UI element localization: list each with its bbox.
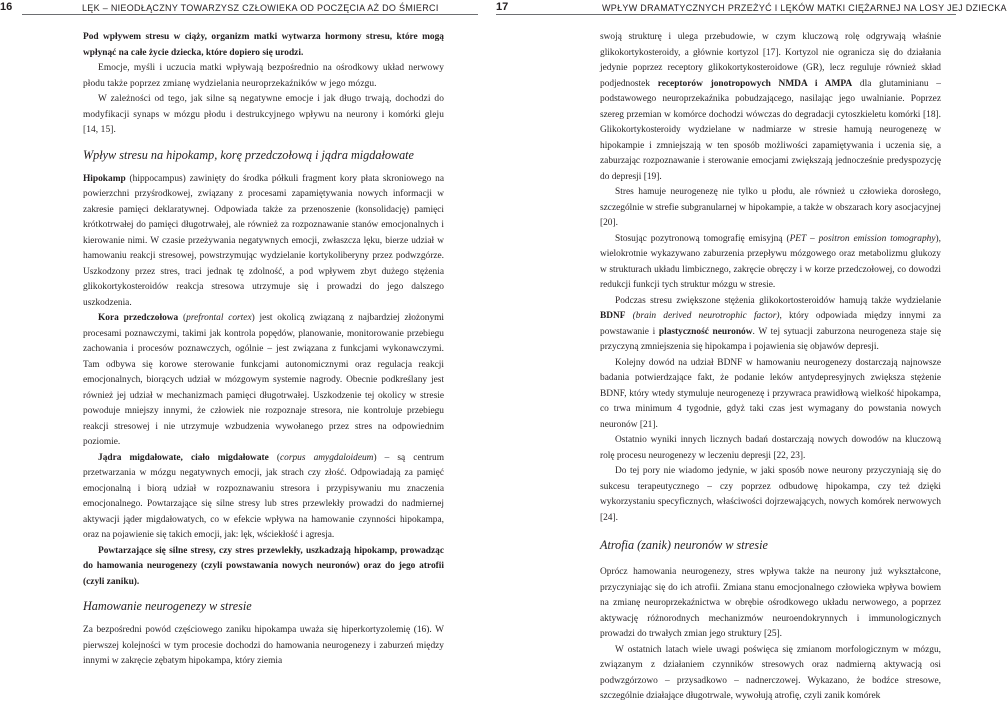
running-head-right: WPŁYW DRAMATYCZNYCH PRZEŻYĆ I LĘKÓW MATKI CIĘŻARNEJ NA LOSY JEJ DZIECKA [602,3,1007,13]
abstract-paragraph-2: W zależności od tego, jak silne są negatywne emocje i jak długo trwają, dochodzi do modyfikacji synaps w mózgu płodu i destrukcyjnego wpływu na neurony i komórki gleju [14, 15]. [83,94,444,135]
bdnf-text-c: . W tej sytuacji zaburzona neurogeneza staje się przyczyną zmniejszenia się hipokampa i pojawienia się objawów depresji. [600,326,942,352]
amygdala-term: Jądra migdałowate, ciało migdałowate [98,452,269,463]
prefrontal-latin: prefrontal cortex [186,313,252,323]
bdnf-text-a: Podczas stresu zwiększone stężenia glikokortosteroidów hamują także wydzielanie [615,295,941,306]
page-number-right: 17 [496,1,509,13]
prefrontal-text: jest okolicą związaną z najbardziej złożonymi procesami poznawczymi, takimi jak kontrola popędów, planowanie, monitorowanie przebiegu zachowania i procesów poznawczych, ogólnie – jest związana z funkcjami wykonawczymi. Tam odbywa się korowe sterowanie funkcjami autonomicznymi oraz regulacja reakcji emocjonalnych, biorących udział w mózgowym systemie nagrody. Obecnie podkreślany jest również jej udział w mechanizmach pamięci długotrwałej. Uszkodzenie tej okolicy w stresie powoduje mniejszy innymi, że człowiek nie rozpoznaje stresora, nie kontroluje przebiegu reakcji stresowej i nie utrzymuje wzbudzenia wywołanego przez stres na odpowiednim poziomie. [83,313,445,447]
bdnf-paragraph [600,294,941,356]
hippocampus-term: Hipokamp [83,173,126,184]
nmda-ampa-term: receptorów jonotropowych NMDA i AMPA [657,78,853,89]
right-column [600,30,941,705]
prefrontal-paragraph: Kora przedczołowa (prefrontal cortex) jest okolicą związaną z najbardziej złożonymi procesami poznawczymi, takimi jak kontrola popędów, planowanie, monitorowanie przebiegu zachowania i procesów poznawczych, ogólnie – jest związana z funkcjami wykonawczymi. Tam odbywa się korowe sterowanie funkcjami autonomicznymi oraz regulacja reakcji emocjonalnych, biorących udział w mózgowym systemie nagrody. Obecnie podkreślany jest również jej udział w mechanizmach pamięci długotrwałej. Uszkodzenie tej okolicy w stresie powoduje mniejszy innymi, że człowiek nie rozpoznaje stresora, nie kontroluje przebiegu reakcji stresowej i nie utrzymuje wzbudzenia wywołanego przez stres na odpowiednim poziomie. [83,313,445,447]
neurogenesis-paragraph: Za bezpośredni powód częściowego zaniku hipokampa uważa się hiperkortyzolemię (16). W pierwszej kolejności w tym procesie dochodzi do hamowania neurogenezy i zaburzeń między innymi w zakręcie zębatym hipokampa, który ziemia [83,625,444,666]
cortisol-paragraph [600,30,941,185]
plasticity-term: plastyczność neuronów [658,326,753,337]
conclusion-paragraph: Powtarzające się silne stresy, czy stres przewlekły, uszkadzają hipokamp, prowadząc do hamowania neurogenezy (czyli powstawania nowych neuronów) oraz do jego atrofii (czyli zaniku). [83,545,444,587]
section-heading-hippocampus: Wpływ stresu na hipokamp, korę przedczołową i jądra migdałowate [83,147,414,162]
amygdala-latin: corpus amygdaloideum [279,452,374,463]
amygdala-text: – są centrum przetwarzania w mózgu negatywnych emocji, jak strach czy złość. Odpowiadają za pamięć emocjonalną i biorą udział w rozpoznawaniu stresora i przypisywaniu mu znaczenia emocjonalnego. Powtarzające się silne stresy lub stres przewlekły prowadzi do nadmiernej aktywacji jąder migdałowatych, co w efekcie wpływa na hamowanie czynności hipokampa, oraz na pojawienie się takich emocji, jak: lęk, wściekłość i agresja. [83,452,444,540]
new-neurons-paragraph: Do tej pory nie wiadomo jedynie, w jaki sposób nowe neurony przyczyniają się do sukcesu terapeutycznego – czy poprzez odbudowę hipokampa, czy też dzięki wykorzystaniu specyficznych, właściwości dojrzewających, nowych komórek nerwowych [24]. [600,466,941,523]
cortisol-text-b: dla glutaminianu – podstawowego neuroprzekaźnika pobudzającego, nasilając jego uwalnianie. Poprzez szereg przemian w komórce dochodzi wówczas do degradacji cytoszkieletu komórki [18]. Glikokortykosteroidy wydzielane w nadmiarze w stresie hamują neurogenezę w hipokampie i zmniejszają w ten sposób możliwości zapamiętywania i uczenia się, a zaburzając rozpoznawanie i sterowanie emocjami zwiększają jednocześnie predyspozycję do depresji [19]. [600,78,941,182]
bdnf-latin: (brain derived neurotrophic factor) [625,311,780,321]
prefrontal-term: Kora przedczołowa [98,313,179,323]
morphology-paragraph: W ostatnich latach wiele uwagi poświęca się zmianom morfologicznym w mózgu, związanym z działaniem czynników stresowych oraz nadmierną aktywacją osi podwzgórzowo – przysadkowo – nadnerczowej. Wykazano, że bodźce stresowe, szczególnie działające długotrwale, wywołują atrofię, czyli zanik komórek [600,644,941,701]
header-rule-left [22,14,478,15]
antidepressant-paragraph: Kolejny dowód na udział BDNF w hamowaniu neurogenezy dostarczają najnowsze badania potwierdzające fakt, że podanie leków antydepresyjnych zwiększa stężenie BDNF, który wtedy stymuluje neurogenezę i przywraca prawidłową wielkość hipokampa, co trwa minimum 4 tygodnie, gdyż taki czas jest wymagany do powstania nowych neuronów [21]. [600,357,941,430]
abstract-paragraph-1: Emocje, myśli i uczucia matki wpływają bezpośrednio na ośrodkowy układ nerwowy płodu także poprzez zmianę wydzielania neuroprzekaźników w jego mózgu. [83,63,444,89]
bdnf-term: BDNF [600,311,626,321]
amygdala-paragraph: Jądra migdałowate, ciało migdałowate (corpus amygdaloideum) – są centrum przetwarzania w mózgu negatywnych emocji, jak strach czy złość. Odpowiadają za pamięć emocjonalną i biorą udział w rozpoznawaniu stresora i przypisywaniu mu znaczenia emocjonalnego. Powtarzające się silne stresy lub stres przewlekły prowadzi do nadmiernej aktywacji jąder migdałowatych, co w efekcie wpływa na hamowanie czynności hipokampa, oraz na pojawienie się takich emocji, jak: lęk, wściekłość i agresja. [83,452,444,540]
hippocampus-paragraph [83,172,444,312]
left-column [83,30,444,670]
right-page [480,0,1007,701]
bdnf-text-b: , który odpowiada między innymi za powstawanie i [600,311,942,337]
page-number-left: 16 [0,1,13,13]
pet-text-b: ), wielokrotnie wykazywano zaburzenia przepływu mózgowego oraz metabolizmu glukozy w strukturach układu limbicznego, zakręcie obręczy i w korze przedczołowej, co dowodzi redukcji funkcji tych struktur mózgu w stresie. [600,233,941,290]
atrophy-paragraph: Oprócz hamowania neurogenezy, stres wpływa także na neurony już wykształcone, przyczyniając się do ich atrofii. Zmiana stanu emocjonalnego człowieka wpływa bowiem na zmianę neuroprzekaźnictwa w obrębie ośrodkowego układu nerwowego, a poprzez aktywację różnorodnych mechanizmów neuroendokrynnych i immunologicznych prowadzi do trwałych zmian jego struktury [25]. [600,567,941,639]
pet-paragraph [600,232,941,294]
hippocampus-text: (hippocampus) zawinięty do środka półkuli fragment kory płata skroniowego na powierzchni przyśrodkowej, związany z procesami zapamiętywania nowych informacji w zakresie pamięci deklaratywnej. Odpowiada także za przenoszenie (konsolidację) pamięci krótkotrwałej do pamięci długotrwałej, ale również za rozpoznawanie stanów emocjonalnych i kierowanie nimi. W czasie przeżywania negatywnych emocji, zwłaszcza lęku, bierze udział w hamowaniu reakcji stresowej, powstrzymując wydzielanie kortykoliberyny przez podwzgórze. Uszkodzony przez stres, traci jednak tę zdolność, a pod wpływem zbyt dużego stężenia glikokortykosteroidów reakcja stresowa utrzymuje się i prowadzi do jego dalszego uszkodzenia. [83,173,444,308]
pet-term: PET – positron emission tomography [789,233,936,244]
pet-text-a: Stosując pozytronową tomografię emisyjną ( [615,233,790,244]
section-heading-neurogenesis: Hamowanie neurogenezy w stresie [83,599,252,613]
header-rule-right [496,14,956,15]
running-head-left: LĘK – NIEODŁĄCZNY TOWARZYSZ CZŁOWIEKA OD POCZĘCIA AŻ DO ŚMIERCI [82,3,439,13]
adult-neurogenesis-paragraph: Stres hamuje neurogenezę nie tylko u płodu, ale również u człowieka dorosłego, szczególnie w strefie subgranularnej w hipokampie, a także w obszarach kory asocjacyjnej [20]. [600,187,941,228]
left-page [0,0,480,666]
section-heading-atrophy: Atrofia (zanik) neuronów w stresie [600,538,768,552]
lead-paragraph: Pod wpływem stresu w ciąży, organizm matki wytwarza hormony stresu, które mogą wpłynąć na całe życie dziecka, które dopiero się urodzi. [83,32,444,58]
cortisol-text-a: swoją strukturę i ulega przebudowie, w czym kluczową rolę odgrywają właśnie glikokortykosteroidy, a głównie kortyzol [17]. Kortyzol nie ogranicza się do działania jedynie poprzez receptory glikokortykosteroidowe (GR), lecz reguluje również skład podjednostek [600,32,941,89]
depression-evidence-paragraph: Ostatnio wyniki innych licznych badań dostarczają nowych dowodów na kluczową rolę procesu neurogenezy w leczeniu depresji [22, 23]. [600,435,941,461]
